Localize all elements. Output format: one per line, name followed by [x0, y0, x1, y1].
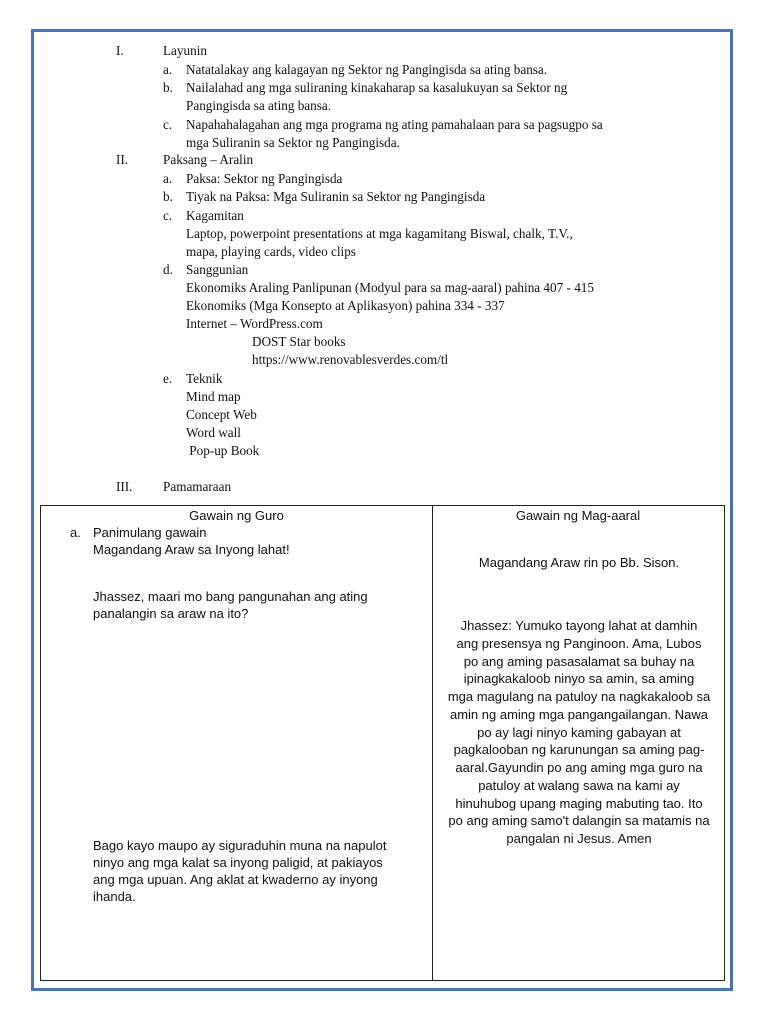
- magaaral-prayer-line: po ang aming samo't dalangin sa matamis na: [448, 813, 710, 828]
- list-item: Sanggunian: [186, 262, 249, 277]
- magaaral-prayer-line: mga magulang na patuloy na nagkakaloob sa: [447, 689, 711, 704]
- table-header-magaaral: Gawain ng Mag-aaral: [515, 508, 641, 523]
- list-item: Concept Web: [186, 407, 257, 422]
- guro-instruction: ihanda.: [93, 889, 136, 904]
- magaaral-reply: Magandang Araw rin po Bb. Sison.: [478, 555, 680, 570]
- magaaral-prayer-line: ang presensya ng Panginoon. Ama, Lubos: [456, 636, 702, 651]
- list-letter: d.: [163, 262, 173, 277]
- list-item: https://www.renovablesverdes.com/tl: [252, 352, 449, 367]
- list-item: Napahahalagahan ang mga programa ng ating pamahalaan para sa pagsugpo sa: [186, 117, 603, 132]
- magaaral-prayer-line: Jhassez: Yumuko tayong lahat at damhin: [460, 618, 698, 633]
- guro-greeting: Magandang Araw sa Inyong lahat!: [93, 542, 290, 557]
- magaaral-prayer-line: ipinagkakaloob ninyo sa amin, sa aming: [463, 671, 695, 686]
- list-item: Ekonomiks Araling Panlipunan (Modyul para sa mag-aaral) pahina 407 - 415: [186, 280, 594, 295]
- list-letter: b.: [163, 189, 173, 204]
- list-item: mapa, playing cards, video clips: [186, 244, 356, 259]
- magaaral-prayer-line: pangalan ni Jesus. Amen: [506, 831, 652, 846]
- section-title-layunin: Layunin: [163, 43, 207, 58]
- section-numeral-ii: II.: [116, 152, 129, 167]
- section-title-pamamaraan: Pamamaraan: [163, 479, 232, 494]
- magaaral-prayer-line: po ang aming pasasalamat sa buhay na: [463, 654, 695, 669]
- list-letter: b.: [163, 80, 173, 95]
- list-letter: a.: [163, 171, 173, 186]
- guro-instruction: ang mga upuan. Ang aklat at kwaderno ay inyong: [93, 872, 378, 887]
- list-item: Teknik: [186, 371, 223, 386]
- guro-prayer-request: panalangin sa araw na ito?: [93, 606, 249, 621]
- magaaral-prayer-line: po ay lagi ninyo kaming gabayan at: [477, 725, 681, 740]
- list-item: Word wall: [186, 425, 241, 440]
- list-item: Laptop, powerpoint presentations at mga kagamitang Biswal, chalk, T.V.,: [186, 226, 573, 241]
- list-item: Kagamitan: [186, 208, 244, 223]
- section-title-paksa: Paksang – Aralin: [163, 152, 254, 167]
- list-letter: c.: [163, 117, 173, 132]
- guro-title: Panimulang gawain: [93, 525, 207, 540]
- list-item: DOST Star books: [252, 334, 346, 349]
- guro-letter: a.: [70, 525, 81, 540]
- list-letter: e.: [163, 371, 173, 386]
- list-item: Internet – WordPress.com: [186, 316, 323, 331]
- magaaral-prayer-line: pagkalooban ng karunungan sa aming pag-: [453, 742, 705, 757]
- list-letter: c.: [163, 208, 173, 223]
- list-item: Pop-up Book: [186, 443, 260, 458]
- guro-instruction: Bago kayo maupo ay siguraduhin muna na napulot: [93, 838, 387, 853]
- magaaral-prayer-line: amin ng aming mga pangangailangan. Nawa: [449, 707, 708, 722]
- list-item: Natatalakay ang kalagayan ng Sektor ng Pangingisda sa ating bansa.: [186, 62, 548, 77]
- activity-table: [40, 505, 725, 981]
- list-letter: a.: [163, 62, 173, 77]
- section-numeral-i: I.: [116, 43, 124, 58]
- section-numeral-iii: III.: [116, 479, 133, 494]
- list-item: Tiyak na Paksa: Mga Suliranin sa Sektor ng Pangingisda: [186, 189, 486, 204]
- table-header-guro: Gawain ng Guro: [189, 508, 284, 523]
- guro-prayer-request: Jhassez, maari mo bang pangunahan ang ating: [93, 589, 368, 604]
- table-column-divider: [432, 506, 433, 980]
- list-item: Paksa: Sektor ng Pangingisda: [186, 171, 343, 186]
- list-item: Nailalahad ang mga suliraning kinakaharap sa kasalukuyan sa Sektor ng: [186, 80, 568, 95]
- magaaral-prayer-line: aaral.Gayundin po ang aming mga guro na: [455, 760, 703, 775]
- magaaral-prayer-line: patuloy at walang sawa na kami ay: [478, 778, 680, 793]
- magaaral-prayer-line: hinuhubog upang maging mabuting tao. Ito: [455, 796, 703, 811]
- list-item: Mind map: [186, 389, 241, 404]
- guro-instruction: ninyo ang mga kalat sa inyong paligid, at pakiayos: [93, 855, 383, 870]
- list-item: mga Suliranin sa Sektor ng Pangingisda.: [186, 135, 400, 150]
- list-item: Pangingisda sa ating bansa.: [186, 98, 332, 113]
- list-item: Ekonomiks (Mga Konsepto at Aplikasyon) pahina 334 - 337: [186, 298, 505, 313]
